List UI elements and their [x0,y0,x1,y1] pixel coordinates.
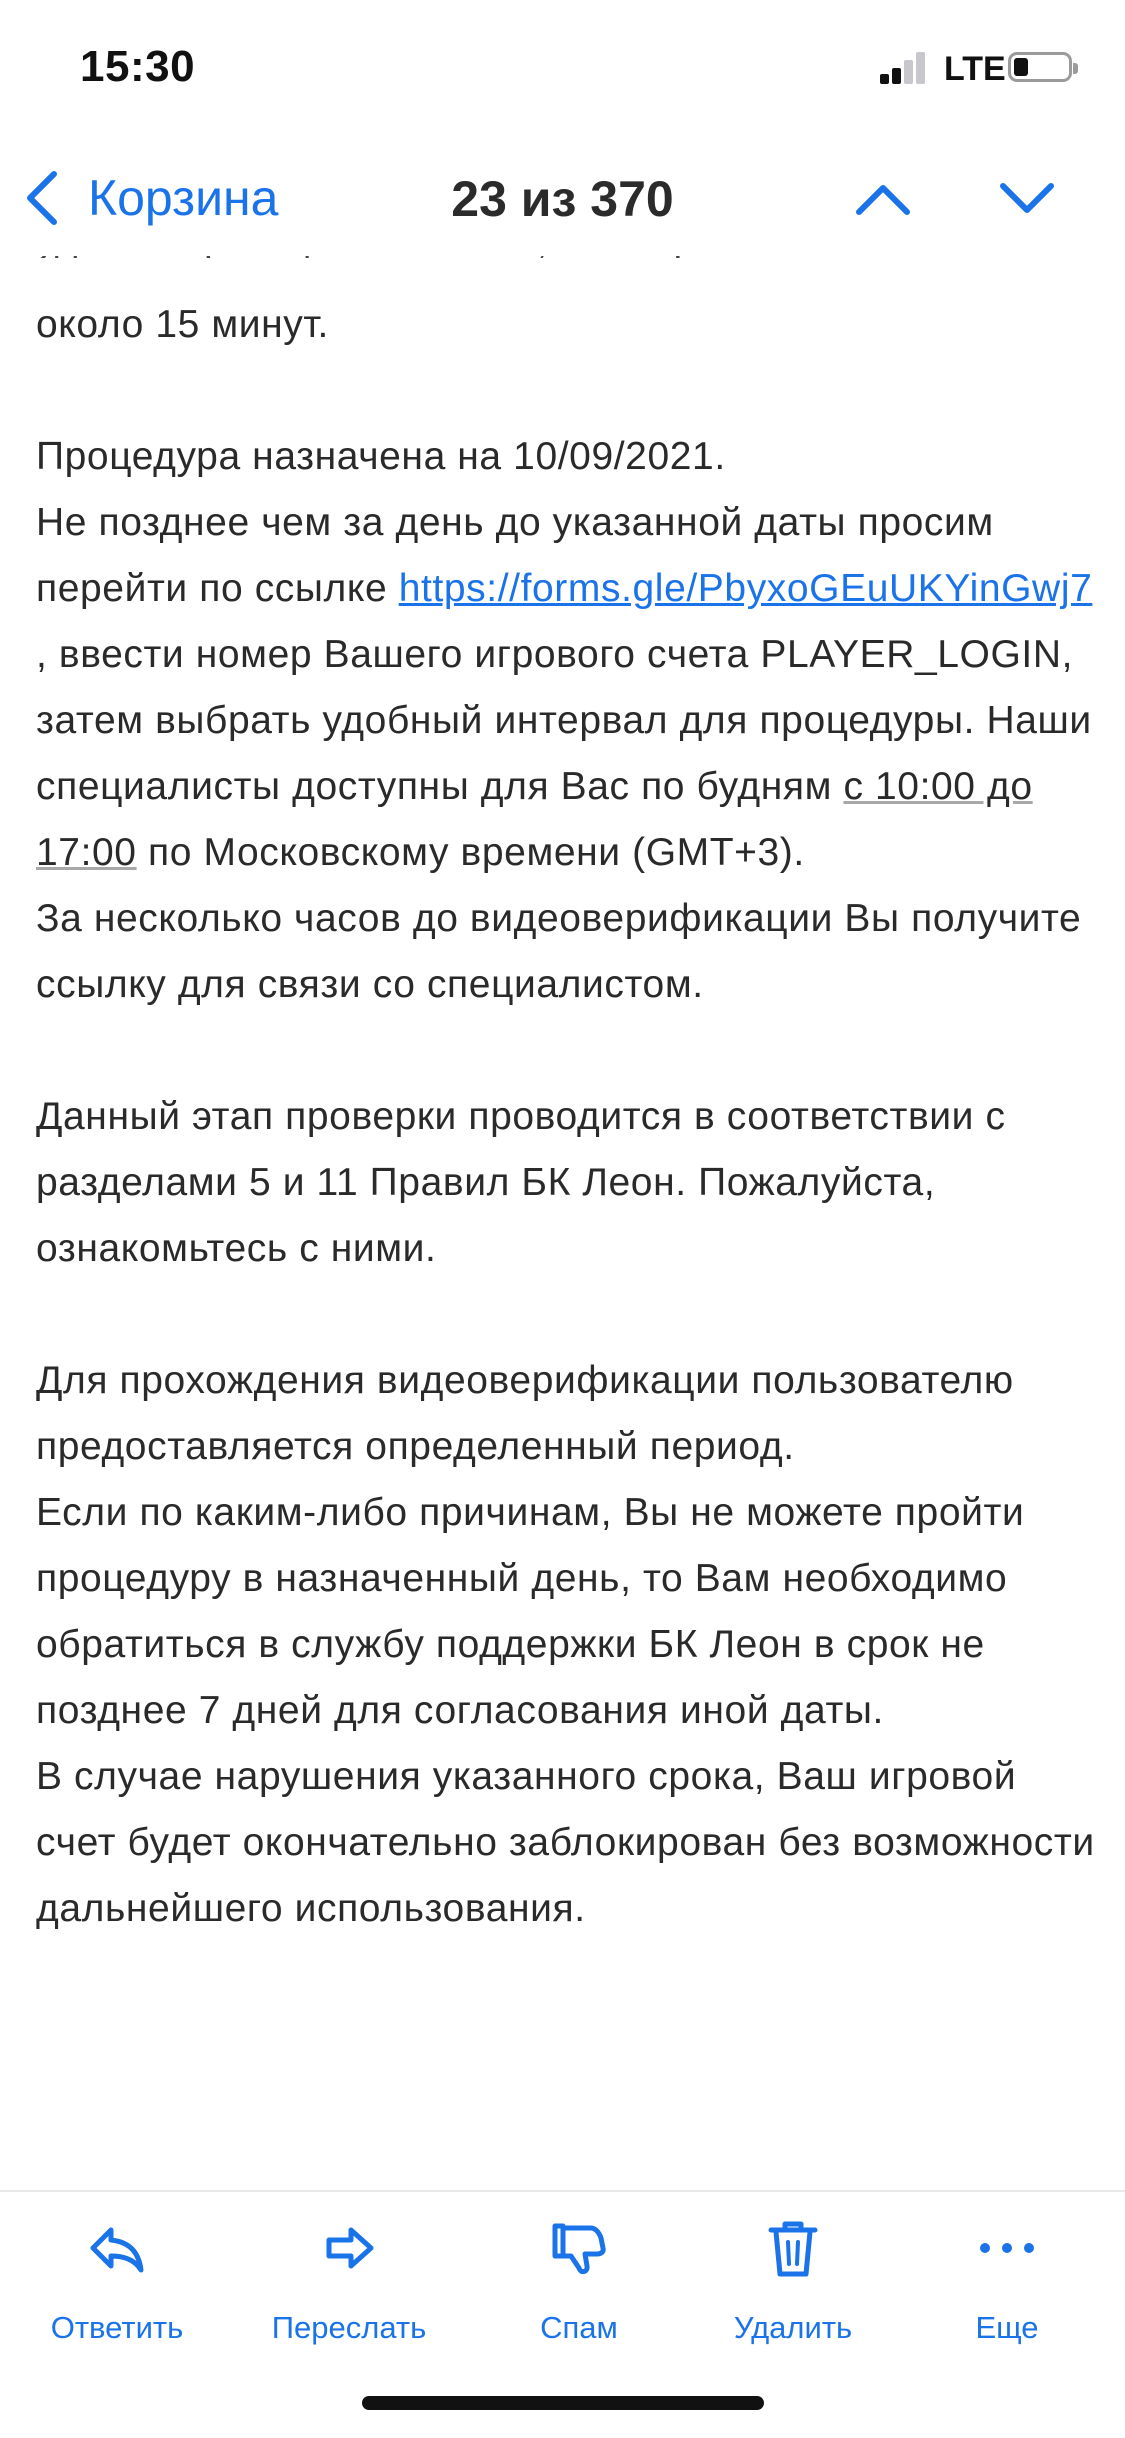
time-range-detector[interactable]: с 10:00 до 17:00 [36,765,1033,874]
email-paragraph: около 15 минут. [36,303,329,346]
network-type: LTE [944,50,1006,88]
email-paragraph: За несколько часов до видеоверификации Вы получите ссылку для связи со специалистом. [36,897,1082,1006]
battery-icon [1008,52,1072,82]
forward-button[interactable] [254,2216,444,2346]
next-message-button[interactable] [994,166,1060,232]
reply-icon [85,2216,149,2280]
status-bar [0,0,1125,140]
forward-icon [317,2216,381,2280]
chevron-down-icon [999,182,1055,216]
previous-message-button[interactable] [850,166,916,232]
email-paragraph: Если по каким-либо причинам, Вы не можете пройти процедуру в назначенный день, то Вам необходимо обратиться в службу поддержки БК Леон в срок не позднее 7 дней для согласования иной даты. [36,1491,1025,1732]
email-text: Не позднее чем за день до указанной даты просим перейти по ссылке [36,501,994,610]
more-label: Еще [975,2310,1039,2345]
spam-icon [547,2216,611,2280]
email-text: , ввести номер Вашего игрового счета PLAYER_LOGIN, затем выбрать удобный интервал для процедуры. Наши специалисты доступны для Вас по будням [36,633,1092,808]
delete-label: Удалить [733,2310,853,2345]
back-button[interactable] [22,160,278,236]
email-paragraph [36,490,1096,886]
more-button[interactable] [912,2216,1102,2346]
trash-icon [761,2216,825,2280]
reply-label: Ответить [50,2310,184,2345]
chevron-left-icon [22,168,62,228]
email-text: по Московскому времени (GMT+3). [148,831,805,874]
email-paragraph: В случае нарушения указанного срока, Ваш игровой счет будет окончательно заблокирован без возможности дальнейшего использования. [36,1755,1095,1930]
form-link[interactable]: https://forms.gle/PbyxoGEuUKYinGwj7 [398,567,1093,610]
chevron-up-icon [855,182,911,216]
home-indicator[interactable] [362,2396,764,2410]
more-icon [975,2216,1039,2280]
procedure-date-text: Процедура назначена на 10/09/2021. [36,435,726,478]
message-position-title: 23 из 370 [451,171,674,227]
email-body [36,236,1096,1942]
back-label: Корзина [88,170,279,226]
reply-button[interactable] [22,2216,212,2346]
status-time: 15:30 [80,42,196,91]
email-paragraph: Для прохождения видеоверификации пользователю предоставляется определенный период. [36,1359,1014,1468]
delete-button[interactable] [698,2216,888,2346]
spam-button[interactable] [484,2216,674,2346]
cellular-signal-icon [880,52,928,84]
forward-label: Переслать [271,2310,427,2345]
email-paragraph: Данный этап проверки проводится в соответствии с разделами 5 и 11 Правил БК Леон. Пожалуйста, ознакомьтесь с ними. [36,1095,1006,1270]
navigation-bar [0,140,1125,256]
spam-label: Спам [540,2310,618,2345]
